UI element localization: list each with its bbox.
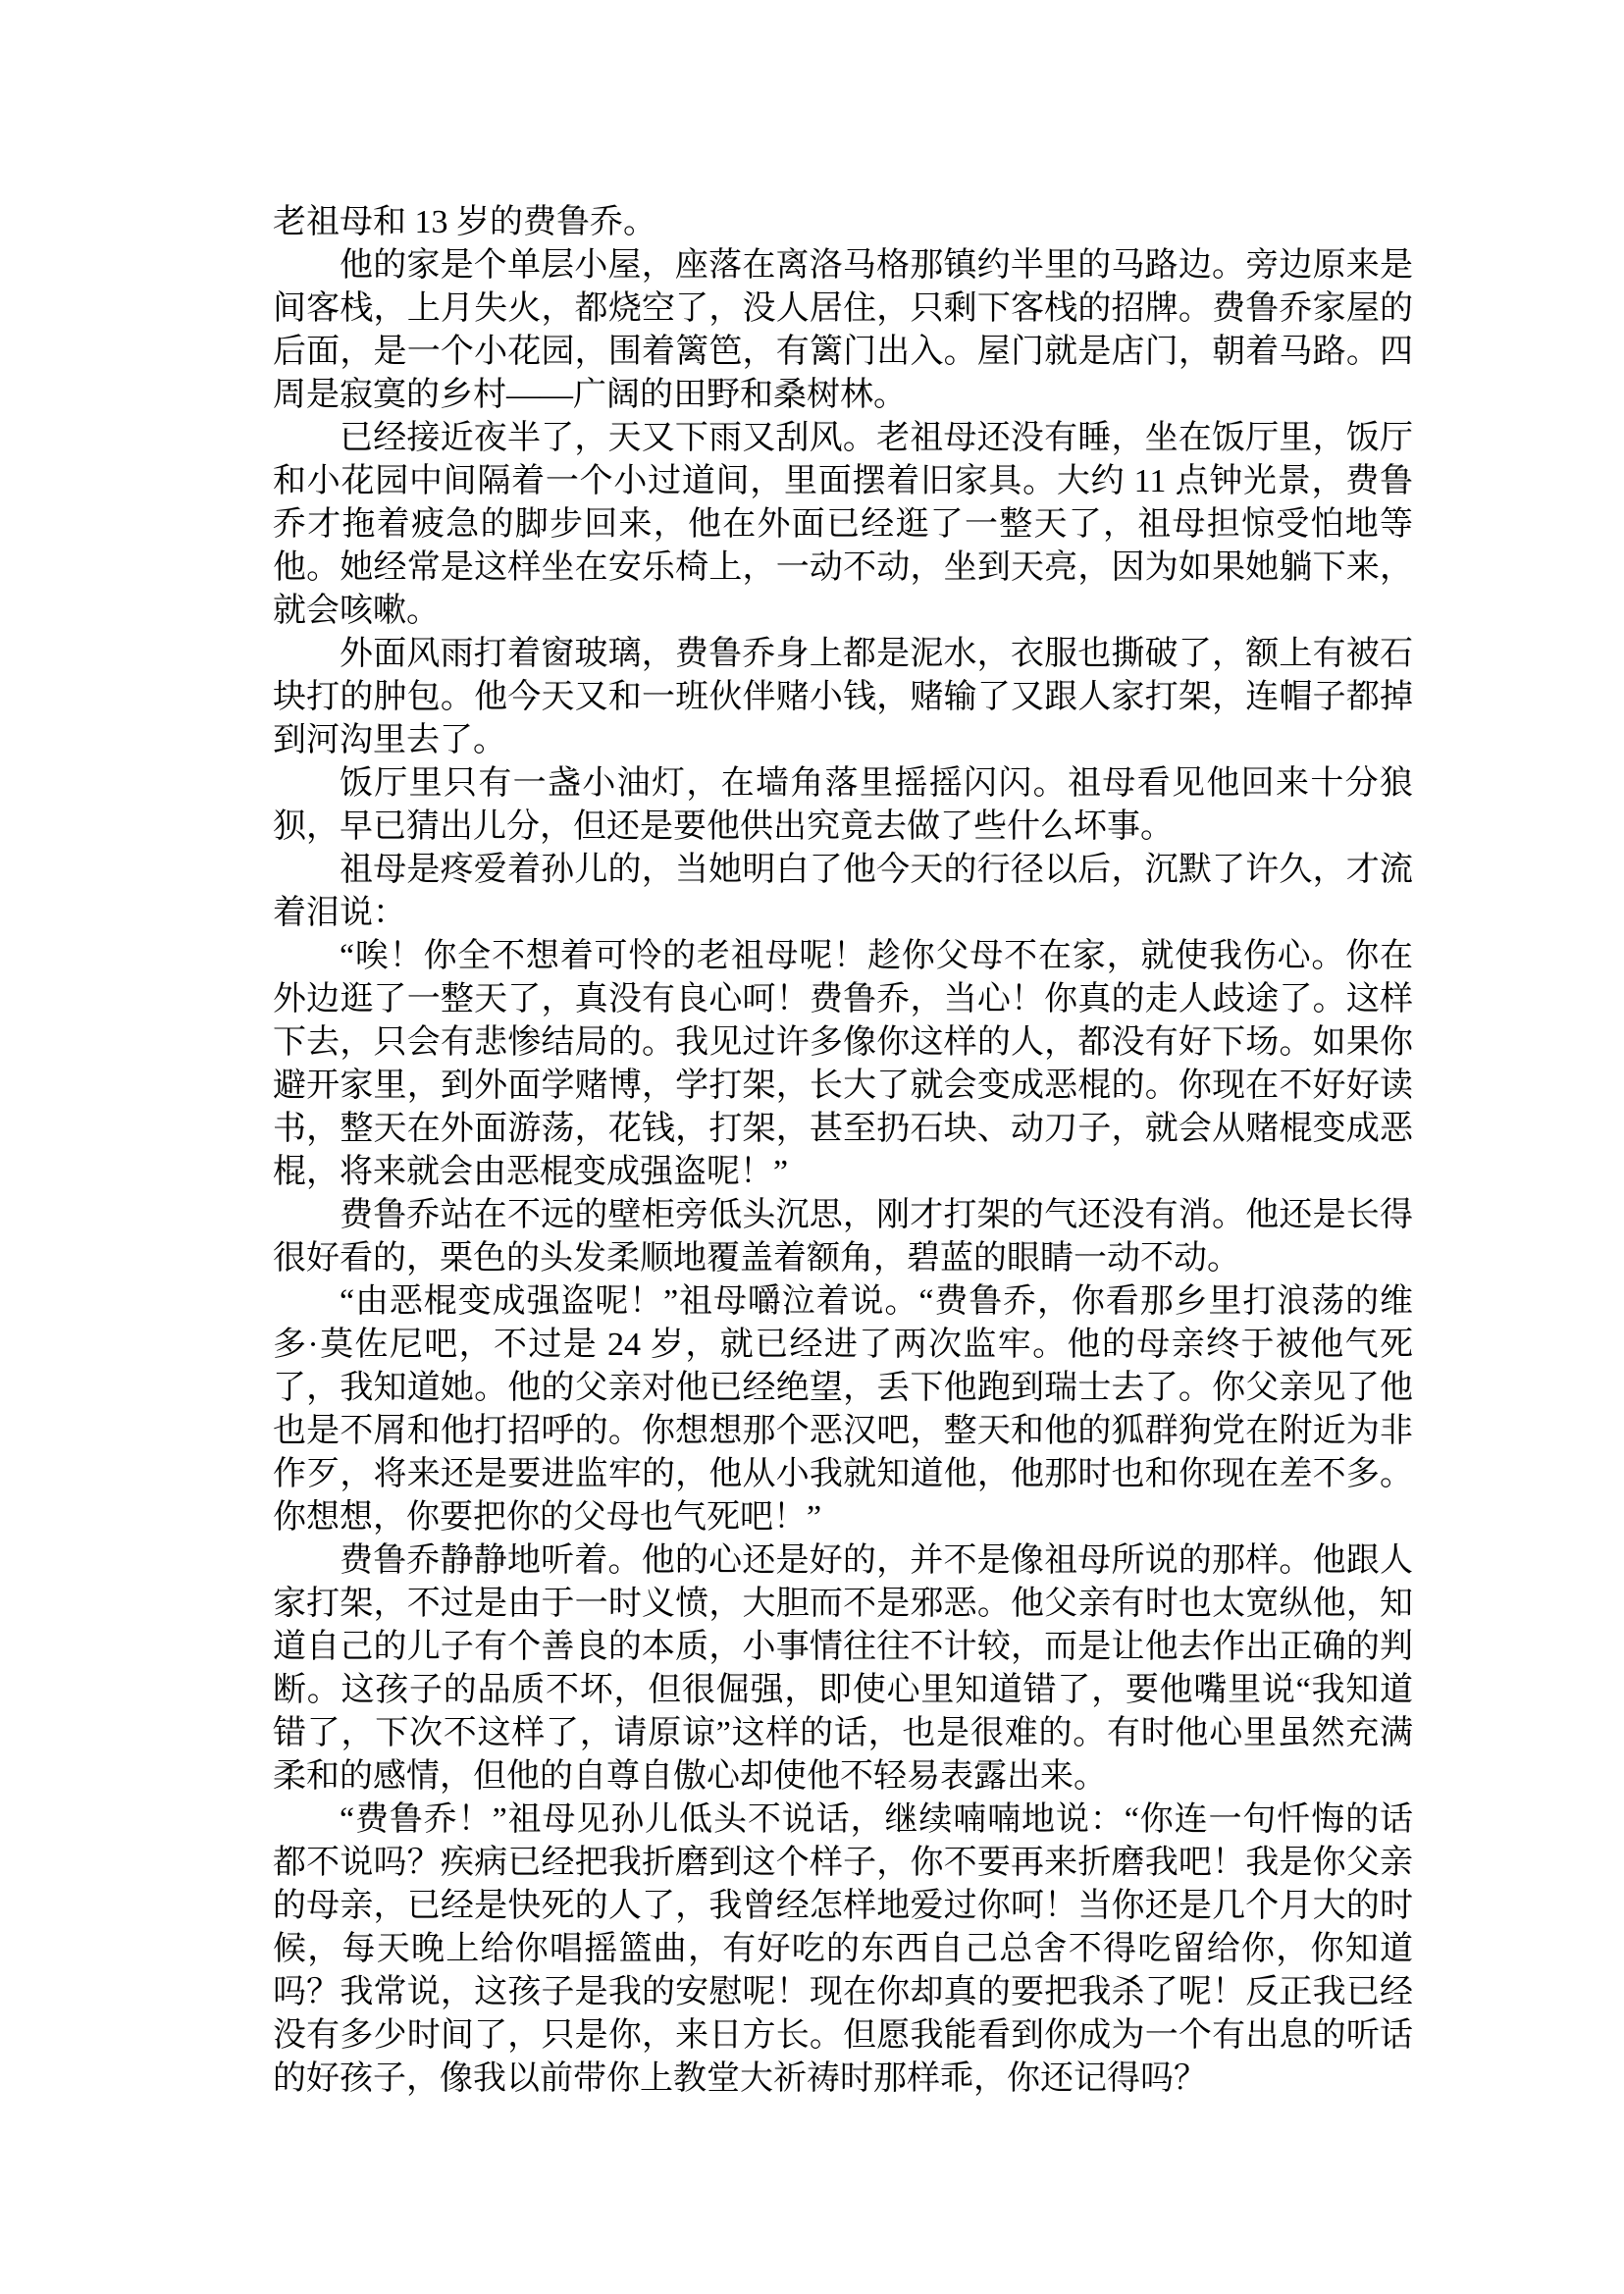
paragraph-8: 费鲁乔站在不远的壁柜旁低头沉思，刚才打架的气还没有消。他还是长得很好看的，栗色的头发柔顺地覆盖着额角，碧蓝的眼睛一动不动。 [273, 1197, 1413, 1277]
paragraph-4: 外面风雨打着窗玻璃，费鲁乔身上都是泥水，衣服也撕破了，额上有被石块打的肿包。他今天又和一班伙伴赌小钱，赌输了又跟人家打架，连帽子都掉到河沟里去了。 [273, 636, 1413, 758]
paragraph-3: 已经接近夜半了，天又下雨又刮风。老祖母还没有睡，坐在饭厅里，饭厅和小花园中间隔着一个小过道间，里面摆着旧家具。大约 11 点钟光景，费鲁乔才拖着疲急的脚步回来，他在外面已经逛了一整天了，祖母担惊受怕地等他。她经常是这样坐在安乐椅上，一动不动，坐到天亮，因为如果她躺下来，就会咳嗽。 [273, 420, 1413, 629]
paragraph-7: “唉！你全不想着可怜的老祖母呢！趁你父母不在家，就使我伤心。你在外边逛了一整天了，真没有良心呵！费鲁乔，当心！你真的走人歧途了。这样下去，只会有悲惨结局的。我见过许多像你这样的人，都没有好下场。如果你避开家里，到外面学赌博，学打架，长大了就会变成恶棍的。你现在不好好读书，整天在外面游荡，花钱，打架，甚至扔石块、动刀子，就会从赌棍变成恶棍，将来就会由恶棍变成强盗呢！” [273, 938, 1413, 1190]
paragraph-1: 老祖母和 13 岁的费鲁乔。 [273, 204, 656, 240]
paragraph-5: 饭厅里只有一盏小油灯，在墙角落里摇摇闪闪。祖母看见他回来十分狼狈，早已猜出儿分，但还是要他供出究竟去做了些什么坏事。 [273, 765, 1413, 845]
paragraph-6: 祖母是疼爱着孙儿的，当她明白了他今天的行径以后，沉默了许久，才流着泪说： [273, 852, 1413, 931]
paragraph-11: “费鲁乔！”祖母见孙儿低头不说话，继续喃喃地说：“你连一句忏悔的话都不说吗？疾病已经把我折磨到这个样子，你不要再来折磨我吧！我是你父亲的母亲，已经是快死的人了，我曾经怎样地爱过你呵！当你还是几个月大的时候，每天晚上给你唱摇篮曲，有好吃的东西自己总舍不得吃留给你，你知道吗？我常说，这孩子是我的安慰呢！现在你却真的要把我杀了呢！反正我已经没有多少时间了，只是你，来日方长。但愿我能看到你成为一个有出息的听话的好孩子，像我以前带你上教堂大祈祷时那样乖，你还记得吗？ [273, 1801, 1413, 2097]
paragraph-2: 他的家是个单层小屋，座落在离洛马格那镇约半里的马路边。旁边原来是间客栈，上月失火，都烧空了，没人居住，只剩下客栈的招牌。费鲁乔家屋的后面，是一个小花园，围着篱笆，有篱门出入。屋门就是店门，朝着马路。四周是寂寞的乡村——广阔的田野和桑树林。 [273, 247, 1413, 413]
paragraph-9: “由恶棍变成强盗呢！”祖母嚼泣着说。“费鲁乔，你看那乡里打浪荡的维多·莫佐尼吧，不过是 24 岁，就已经进了两次监牢。他的母亲终于被他气死了，我知道她。他的父亲对他已经绝望，丢下他跑到瑞士去了。你父亲见了他也是不屑和他打招呼的。你想想那个恶汉吧，整天和他的狐群狗党在附近为非作歹，将来还是要进监牢的，他从小我就知道他，他那时也和你现在差不多。你想想，你要把你的父母也气死吧！” [273, 1283, 1413, 1536]
paragraph-10: 费鲁乔静静地听着。他的心还是好的，并不是像祖母所说的那样。他跟人家打架，不过是由于一时义愤，大胆而不是邪恶。他父亲有时也太宽纵他，知道自己的儿子有个善良的本质，小事情往往不计较，而是让他去作出正确的判断。这孩子的品质不坏，但很倔强，即使心里知道错了，要他嘴里说“我知道错了，下次不这样了，请原谅”这样的话，也是很难的。有时他心里虽然充满柔和的感情，但他的自尊自傲心却使他不轻易表露出来。 [273, 1542, 1413, 1795]
